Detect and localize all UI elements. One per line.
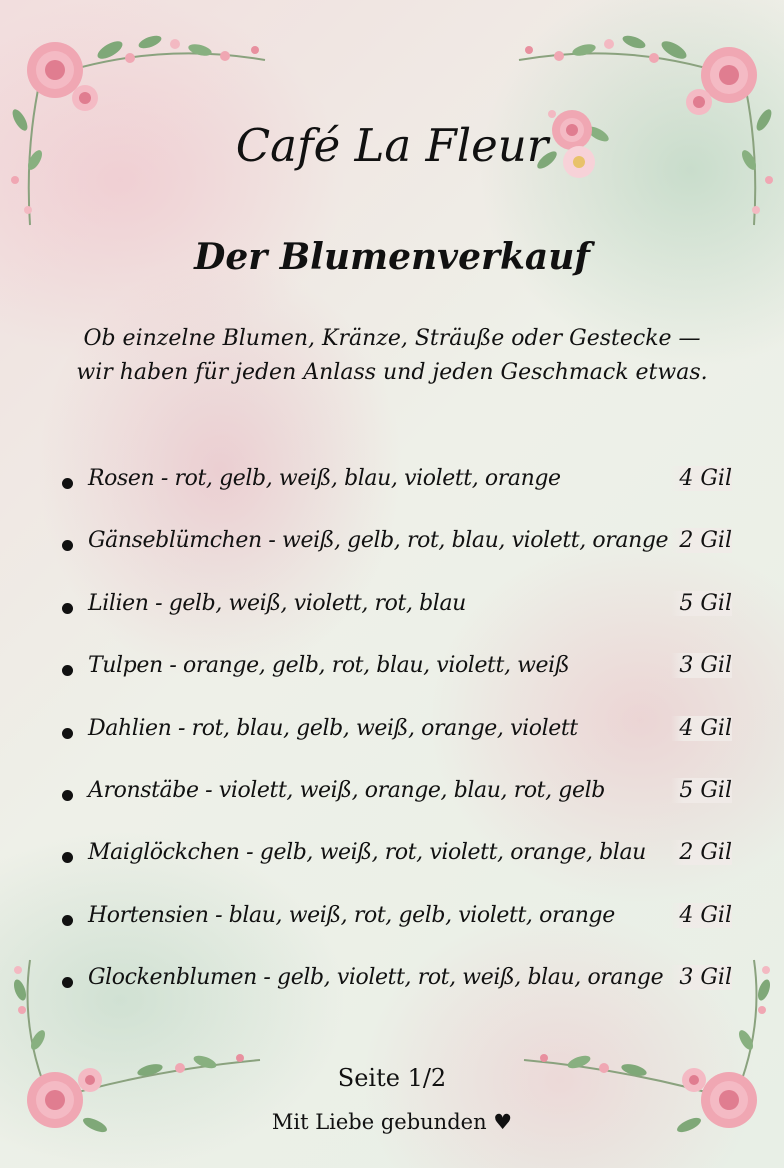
- item-price: 3 Gil: [671, 653, 732, 678]
- bullet-icon: [62, 728, 73, 739]
- item-name: Gänseblümchen - weiß, gelb, rot, blau, violett, orange: [88, 528, 669, 554]
- item-name: Rosen - rot, gelb, weiß, blau, violett, orange: [88, 466, 561, 491]
- item-price: 4 Gil: [671, 716, 732, 741]
- item-name: Maiglöckchen - gelb, weiß, rot, violett, orange, blau: [88, 840, 646, 866]
- tagline-text: Mit Liebe gebunden: [271, 1110, 487, 1134]
- item-name: Tulpen - orange, gelb, rot, blau, violett, weiß: [88, 653, 570, 679]
- item-name: Lilien - gelb, weiß, violett, rot, blau: [88, 590, 466, 616]
- bullet-icon: [62, 915, 73, 926]
- list-item: [62, 832, 732, 894]
- list-item: [62, 520, 732, 582]
- item-name: Hortensien - blau, weiß, rot, gelb, violett, orange: [88, 902, 615, 928]
- bullet-icon: [62, 790, 73, 801]
- heart-icon: ♥: [493, 1110, 513, 1134]
- bullet-icon: [62, 665, 73, 676]
- page-number: Seite 1/2: [337, 1064, 447, 1092]
- item-price: 5 Gil: [671, 591, 732, 616]
- intro-line-1: Ob einzelne Blumen, Kränze, Sträuße oder Gestecke —: [83, 326, 701, 351]
- list-item: [62, 708, 732, 770]
- intro-line-2: wir haben für jeden Anlass und jeden Geschmack etwas.: [76, 360, 708, 385]
- item-name: Glockenblumen - gelb, violett, rot, weiß, blau, orange: [88, 965, 664, 991]
- intro-text: [50, 322, 734, 390]
- page-title: Café La Fleur: [235, 119, 549, 172]
- bullet-icon: [62, 977, 73, 988]
- item-price: 3 Gil: [671, 965, 732, 990]
- item-price: 2 Gil: [671, 840, 732, 865]
- bullet-icon: [62, 852, 73, 863]
- item-price: 2 Gil: [671, 528, 732, 553]
- bullet-icon: [62, 540, 73, 551]
- bullet-icon: [62, 603, 73, 614]
- item-name: Dahlien - rot, blau, gelb, weiß, orange, violett: [88, 715, 578, 741]
- item-name: Aronstäbe - violett, weiß, orange, blau, rot, gelb: [88, 777, 605, 803]
- item-price: 4 Gil: [671, 466, 732, 491]
- footer-tagline: [0, 1110, 784, 1134]
- flower-list: [62, 458, 732, 1020]
- list-item: [62, 458, 732, 520]
- list-item: [62, 957, 732, 1019]
- item-price: 4 Gil: [671, 903, 732, 928]
- list-item: [62, 770, 732, 832]
- list-item: [62, 895, 732, 957]
- list-item: [62, 645, 732, 707]
- page-subtitle: Der Blumenverkauf: [194, 236, 590, 278]
- bullet-icon: [62, 478, 73, 489]
- item-price: 5 Gil: [671, 778, 732, 803]
- list-item: [62, 583, 732, 645]
